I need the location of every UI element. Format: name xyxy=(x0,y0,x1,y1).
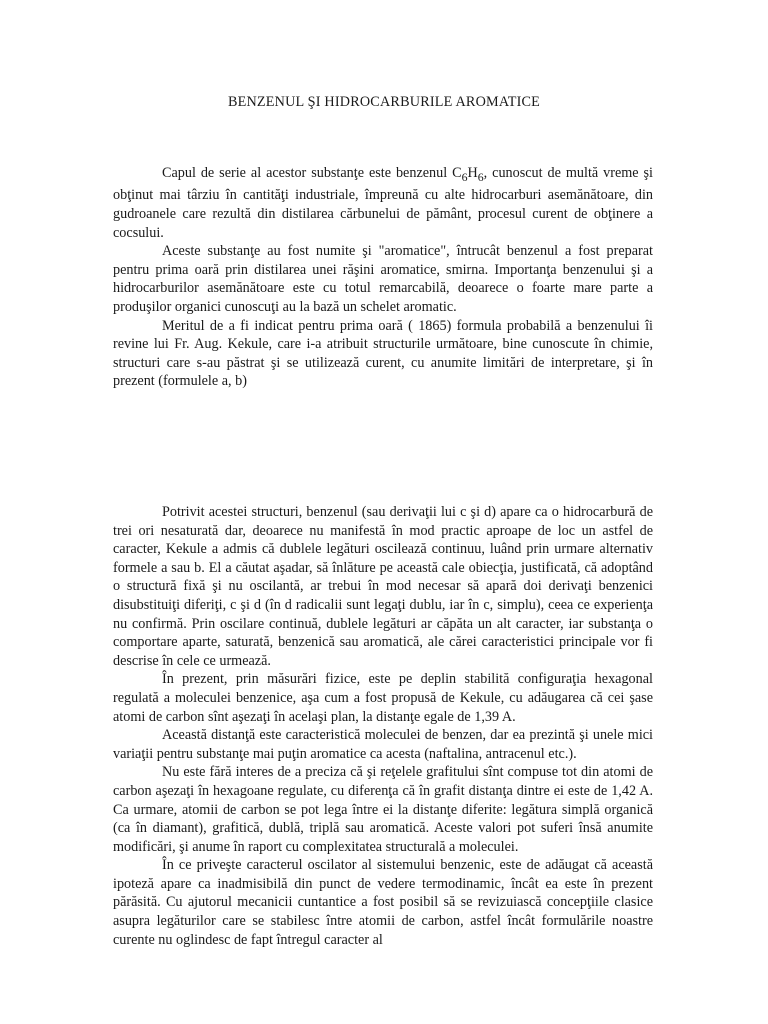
paragraph-3: Meritul de a fi indicat pentru prima oară ( 1865) formula probabilă a benzenului îi revine lui Fr. Aug. Kekule, care i-a atribuit structurile următoare, bine cunoscute în chimie, structuri care s-au păstrat şi se utilizează curent, cu anumite limitări de interpretare, şi în prezent (formulele a, b) xyxy=(113,317,653,390)
paragraph-1-rest: , cunoscut de multă vreme şi obţinut mai târziu în cantităţi industriale, împreună cu alte hidrocarburi asemănătoare, din gudroanele care rezultă din distilarea cărbunelui de pământ, procesul curent de obţinere a cocsului. xyxy=(113,165,653,241)
formula-subscript-carbon: 6 xyxy=(461,169,468,184)
formula-hydrogen: H xyxy=(467,165,478,181)
paragraph-7: Nu este fără interes de a preciza că şi reţelele grafitului sînt compuse tot din atomi de carbon aşezaţi în hexagoane regulate, cu diferenţa că în grafit distanţa dintre ei este de 1,42 A. Ca urmare, atomii de carbon se pot lega între ei la distanţe diferite: legătura simplă organică (ca în diamant), grafitică, dublă, triplă sau aromatică. Aceste valori pot suferi însă anumite modificări, şi anume în raport cu complexitatea structurală a moleculei. xyxy=(113,764,653,855)
main-text-block xyxy=(113,503,653,949)
paragraph-1-text: Capul de serie al acestor substanţe este benzenul C xyxy=(162,165,462,181)
paragraph-1 xyxy=(113,164,653,242)
document-title: BENZENUL ŞI HIDROCARBURILE AROMATICE xyxy=(227,94,541,110)
formula-subscript-hydrogen: 6 xyxy=(477,169,484,184)
paragraph-5: În prezent, prin măsurări fizice, este pe deplin stabilită configuraţia hexagonal regulată a moleculei benzenice, aşa cum a fost propusă de Kekule, cu adăugarea că cei şase atomi de carbon sînt aşezaţi în acelaşi plan, la distanţe egale de 1,39 A. xyxy=(113,671,653,725)
paragraph-2: Aceste substanţe au fost numite şi "aromatice", întrucât benzenul a fost preparat pentru prima oară prin distilarea unei răşini aromatice, smirna. Importanţa benzenului şi a hidrocarburilor asemănătoare este cu totul remarcabilă, deoarece o foarte mare parte a produşilor organici cunoscuţi au la bază un schelet aromatic. xyxy=(113,243,653,315)
paragraph-4: Potrivit acestei structuri, benzenul (sau derivaţii lui c şi d) apare ca o hidrocarbură de trei ori nesaturată dar, deoarece nu manifestă în mod practic aproape de loc un astfel de caracter, Kekule a admis că dublele legături oscilează continuu, luând prin urmare alternativ formele a sau b. El a căutat aşadar, să înlăture pe această cale obiecţia, justificată, că adoptând o structură fixă şi nu oscilantă, ar trebui în mod necesar să apară doi derivaţi benzenici disubstituiţi diferiţi, c şi d (în d radicalii sunt legaţi dublu, iar în c, simplu), ceea ce experienţa nu confirmă. Prin oscilare continuă, dublele legături ar căpăta un alt caracter, iar substanţa o comportare aparte, saturată, benzenică sau aromatică, ale cărei caracteristici principale vor fi descrise în cele ce urmează. xyxy=(113,504,653,669)
paragraph-8: În ce priveşte caracterul oscilator al sistemului benzenic, este de adăugat că această ipoteză apare ca inadmisibilă din punct de vedere termodinamic, încât ea este în prezent părăsită. Cu ajutorul mecanicii cuntantice a fost posibil să se revizuiască concepţiile clasice asupra legăturilor care se stabilesc între atomii de carbon, astfel încât formulările noastre curente nu oglindesc de fapt întregul caracter al xyxy=(113,857,653,948)
intro-text-block xyxy=(113,164,653,391)
paragraph-6: Această distanţă este caracteristică moleculei de benzen, dar ea prezintă şi unele mici variaţii pentru substanţe mai puţin aromatice ca acesta (naftalina, antracenul etc.). xyxy=(113,727,653,762)
